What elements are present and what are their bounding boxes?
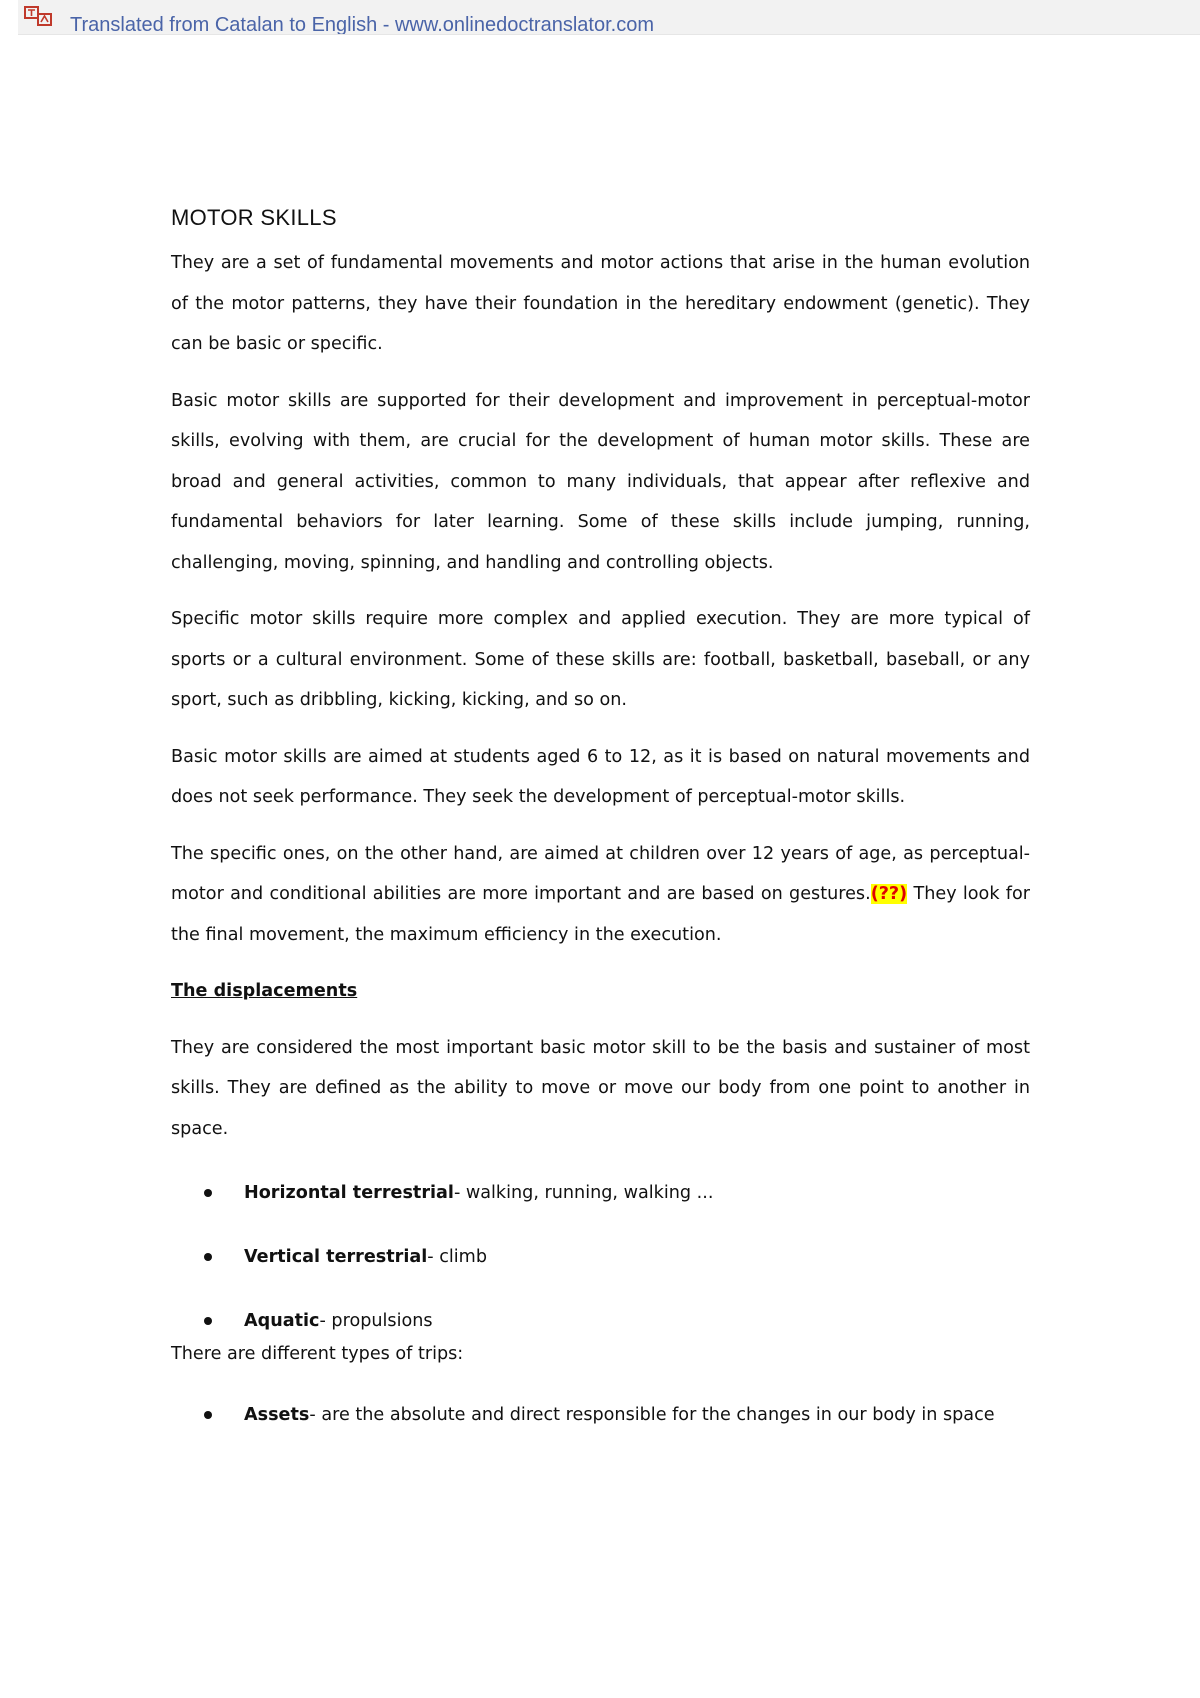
list-item-term: Assets <box>244 1405 310 1425</box>
page-title: MOTOR SKILLS <box>171 205 337 230</box>
list-item-term: Vertical terrestrial <box>244 1247 428 1267</box>
paragraph-intro: They are a set of fundamental movements and motor actions that arise in the human evolution of the motor patterns, they have their foundation in the hereditary endowment (genetic). They can be basic or specific. <box>171 253 1030 354</box>
translation-banner <box>18 0 1200 35</box>
bullet-icon <box>204 1189 212 1197</box>
list-item-term: Aquatic <box>244 1311 320 1331</box>
list-item-desc: - propulsions <box>319 1311 433 1331</box>
list-item <box>171 1237 1030 1277</box>
paragraph-specific-skills: Specific motor skills require more complex and applied execution. They are more typical of sports or a cultural environment. Some of these skills are: football, basketball, baseball, or any sport, such as dribbling, kicking, kicking, and so on. <box>171 609 1030 710</box>
bullet-icon <box>204 1411 212 1419</box>
paragraph-specific-age <box>171 834 1030 956</box>
paragraph-specific-age-text: The specific ones, on the other hand, are aimed at children over 12 years of age, as perceptual-motor and conditional abilities are more important and are based on gestures. <box>171 843 1030 904</box>
translation-banner-link[interactable]: Translated from Catalan to English - www.onlinedoctranslator.com <box>70 14 654 35</box>
types-list <box>171 1395 1030 1435</box>
bullet-icon <box>204 1317 212 1325</box>
document-body <box>171 205 1030 1459</box>
list-item <box>171 1301 1030 1341</box>
paragraph-basic-skills: Basic motor skills are supported for their development and improvement in perceptual-motor skills, evolving with them, are crucial for the development of human motor skills. These are broad and general activities, common to many individuals, that appear after reflexive and fundamental behaviors for later learning. Some of these skills include jumping, running, challenging, moving, spinning, and handling and controlling objects. <box>171 390 1030 573</box>
list-item-desc: - walking, running, walking ... <box>453 1183 714 1203</box>
translate-icon <box>24 6 54 28</box>
list-item-term: Horizontal terrestrial <box>244 1183 454 1203</box>
section-heading: The displacements <box>171 981 358 1001</box>
list-item-desc: - climb <box>427 1247 487 1267</box>
list-item <box>171 1173 1030 1213</box>
bullet-icon <box>204 1253 212 1261</box>
uncertain-translation-marker: (??) <box>870 884 908 904</box>
types-intro: There are different types of trips: <box>171 1344 464 1364</box>
list-item <box>171 1395 1030 1435</box>
displacement-list <box>171 1173 1030 1341</box>
list-item-desc: - are the absolute and direct responsible for the changes in our body in space <box>309 1405 995 1425</box>
section-intro: They are considered the most important basic motor skill to be the basis and sustainer of most skills. They are defined as the ability to move or move our body from one point to another in space. <box>171 1037 1030 1139</box>
paragraph-basic-age: Basic motor skills are aimed at students aged 6 to 12, as it is based on natural movements and does not seek performance. They seek the development of perceptual-motor skills. <box>171 746 1030 807</box>
paragraph-specific-age-text-end: They look for the final movement, the maximum efficiency in the execution. <box>171 884 1030 945</box>
